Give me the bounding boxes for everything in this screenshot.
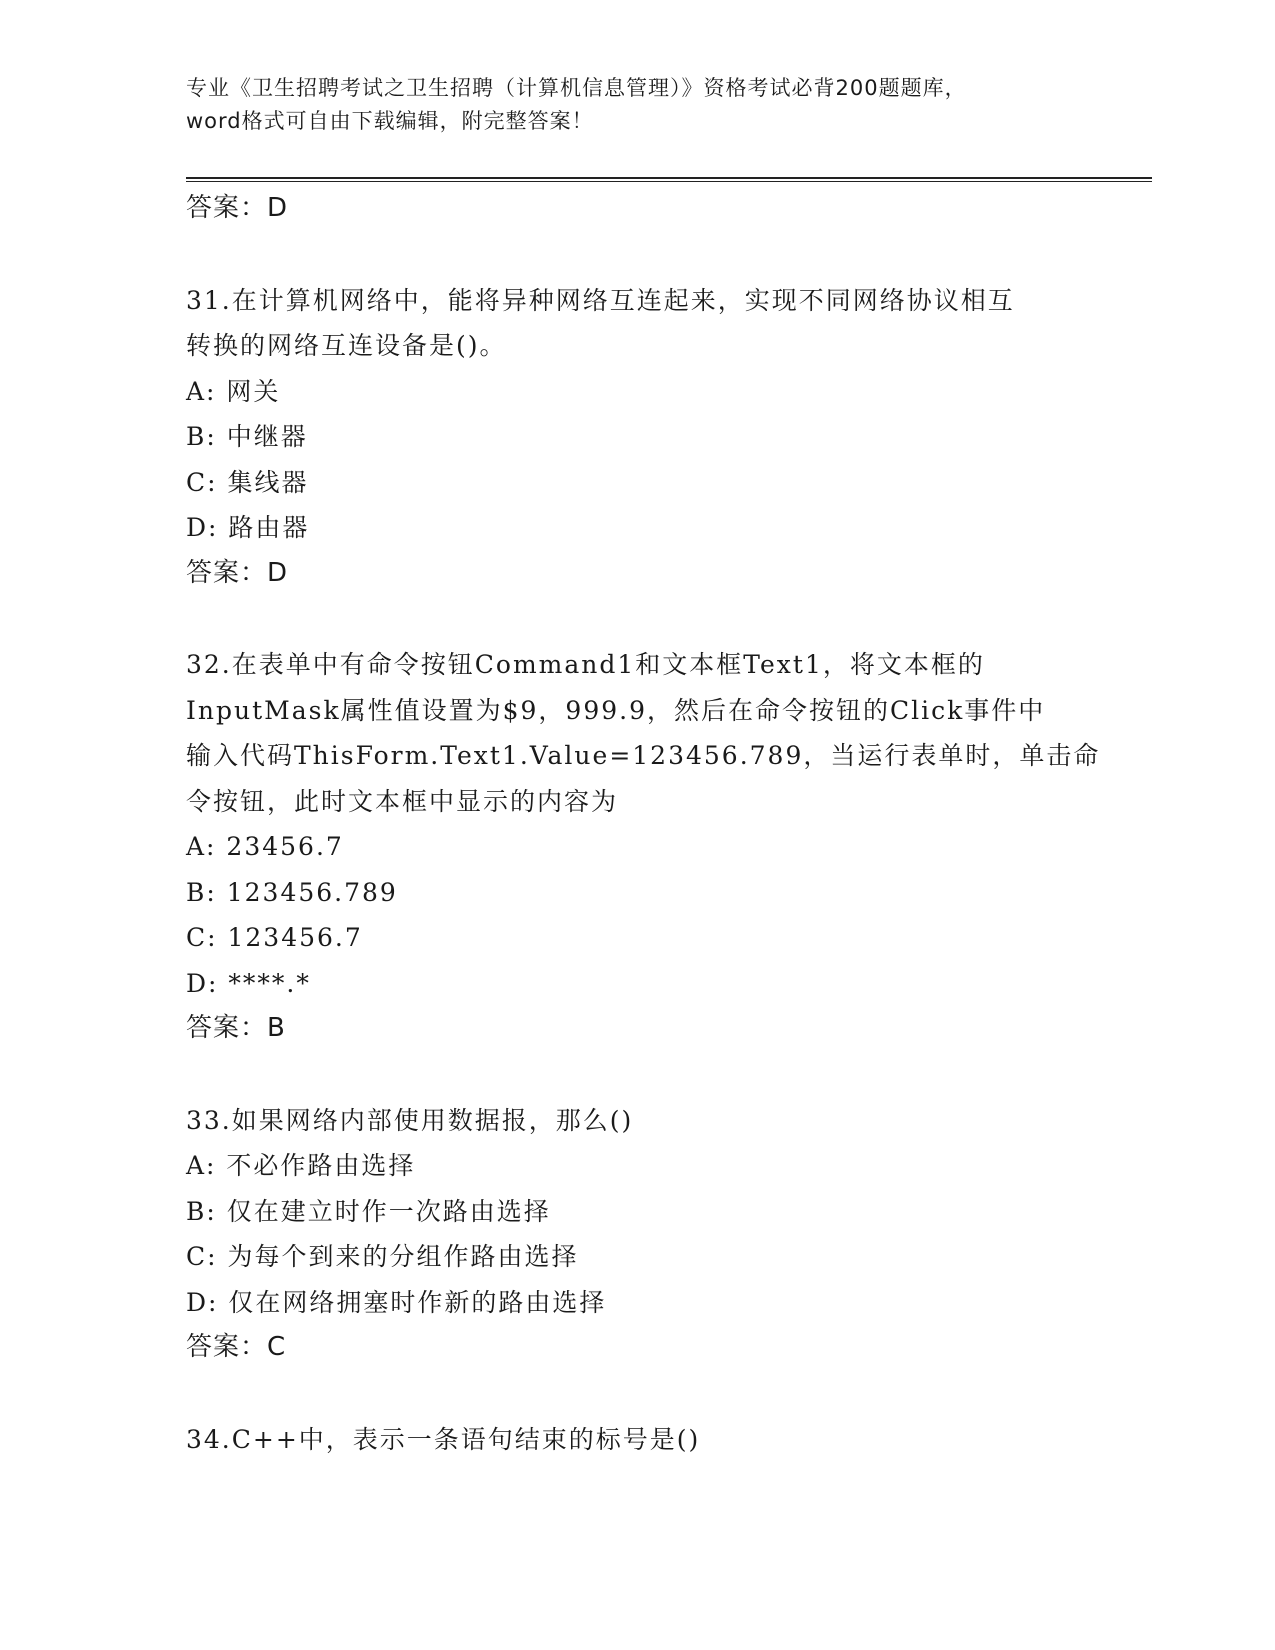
question-text: 31.在计算机网络中，能将异种网络互连起来，实现不同网络协议相互 (186, 285, 1015, 315)
option-b: B: 仅在建立时作一次路由选择 (186, 1196, 551, 1226)
option-a: A: 网关 (186, 376, 281, 406)
question-33 (186, 1098, 1086, 1371)
option-c: C: 为每个到来的分组作路由选择 (186, 1242, 579, 1271)
question-text: 34.C++中，表示一条语句结束的标号是() (186, 1424, 701, 1454)
option-d: D: 路由器 (186, 513, 310, 542)
question-34 (186, 1417, 1086, 1463)
question-text: 33.如果网络内部使用数据报，那么() (186, 1105, 634, 1135)
question-31 (186, 278, 1086, 597)
header-line-1: 专业《卫生招聘考试之卫生招聘（计算机信息管理）》资格考试必背200题题库， (186, 76, 967, 100)
question-text: 令按钮，此时文本框中显示的内容为 (186, 786, 619, 816)
option-b: B: 中继器 (186, 422, 308, 451)
option-d: D: 仅在网络拥塞时作新的路由选择 (186, 1287, 607, 1317)
option-b: B: 123456.789 (186, 877, 398, 907)
option-c: C: 集线器 (186, 467, 309, 497)
question-32 (186, 642, 1101, 1052)
answer-line: 答案：B (186, 1013, 286, 1043)
question-list (186, 186, 1101, 1462)
answer-line: 答案：D (186, 557, 289, 588)
question-text: 转换的网络互连设备是()。 (186, 331, 507, 360)
option-a: A: 不必作路由选择 (186, 1151, 416, 1180)
question-text: InputMask属性值设置为$9，999.9，然后在命令按钮的Click事件中 (186, 695, 1046, 725)
header-line-2: word格式可自由下载编辑，附完整答案！ (186, 109, 594, 133)
option-d: D: ****.* (186, 968, 311, 998)
answer-line: 答案：D (186, 193, 289, 223)
question-text: 输入代码ThisForm.Text1.Value=123456.789，当运行表单时，单击命 (186, 741, 1101, 770)
header-divider (186, 177, 1152, 182)
option-a: A: 23456.7 (186, 832, 344, 861)
answer-line: 答案：C (186, 1332, 287, 1362)
document-header (186, 72, 1086, 138)
option-c: C: 123456.7 (186, 923, 363, 952)
question-text: 32.在表单中有命令按钮Command1和文本框Text1，将文本框的 (186, 650, 985, 679)
